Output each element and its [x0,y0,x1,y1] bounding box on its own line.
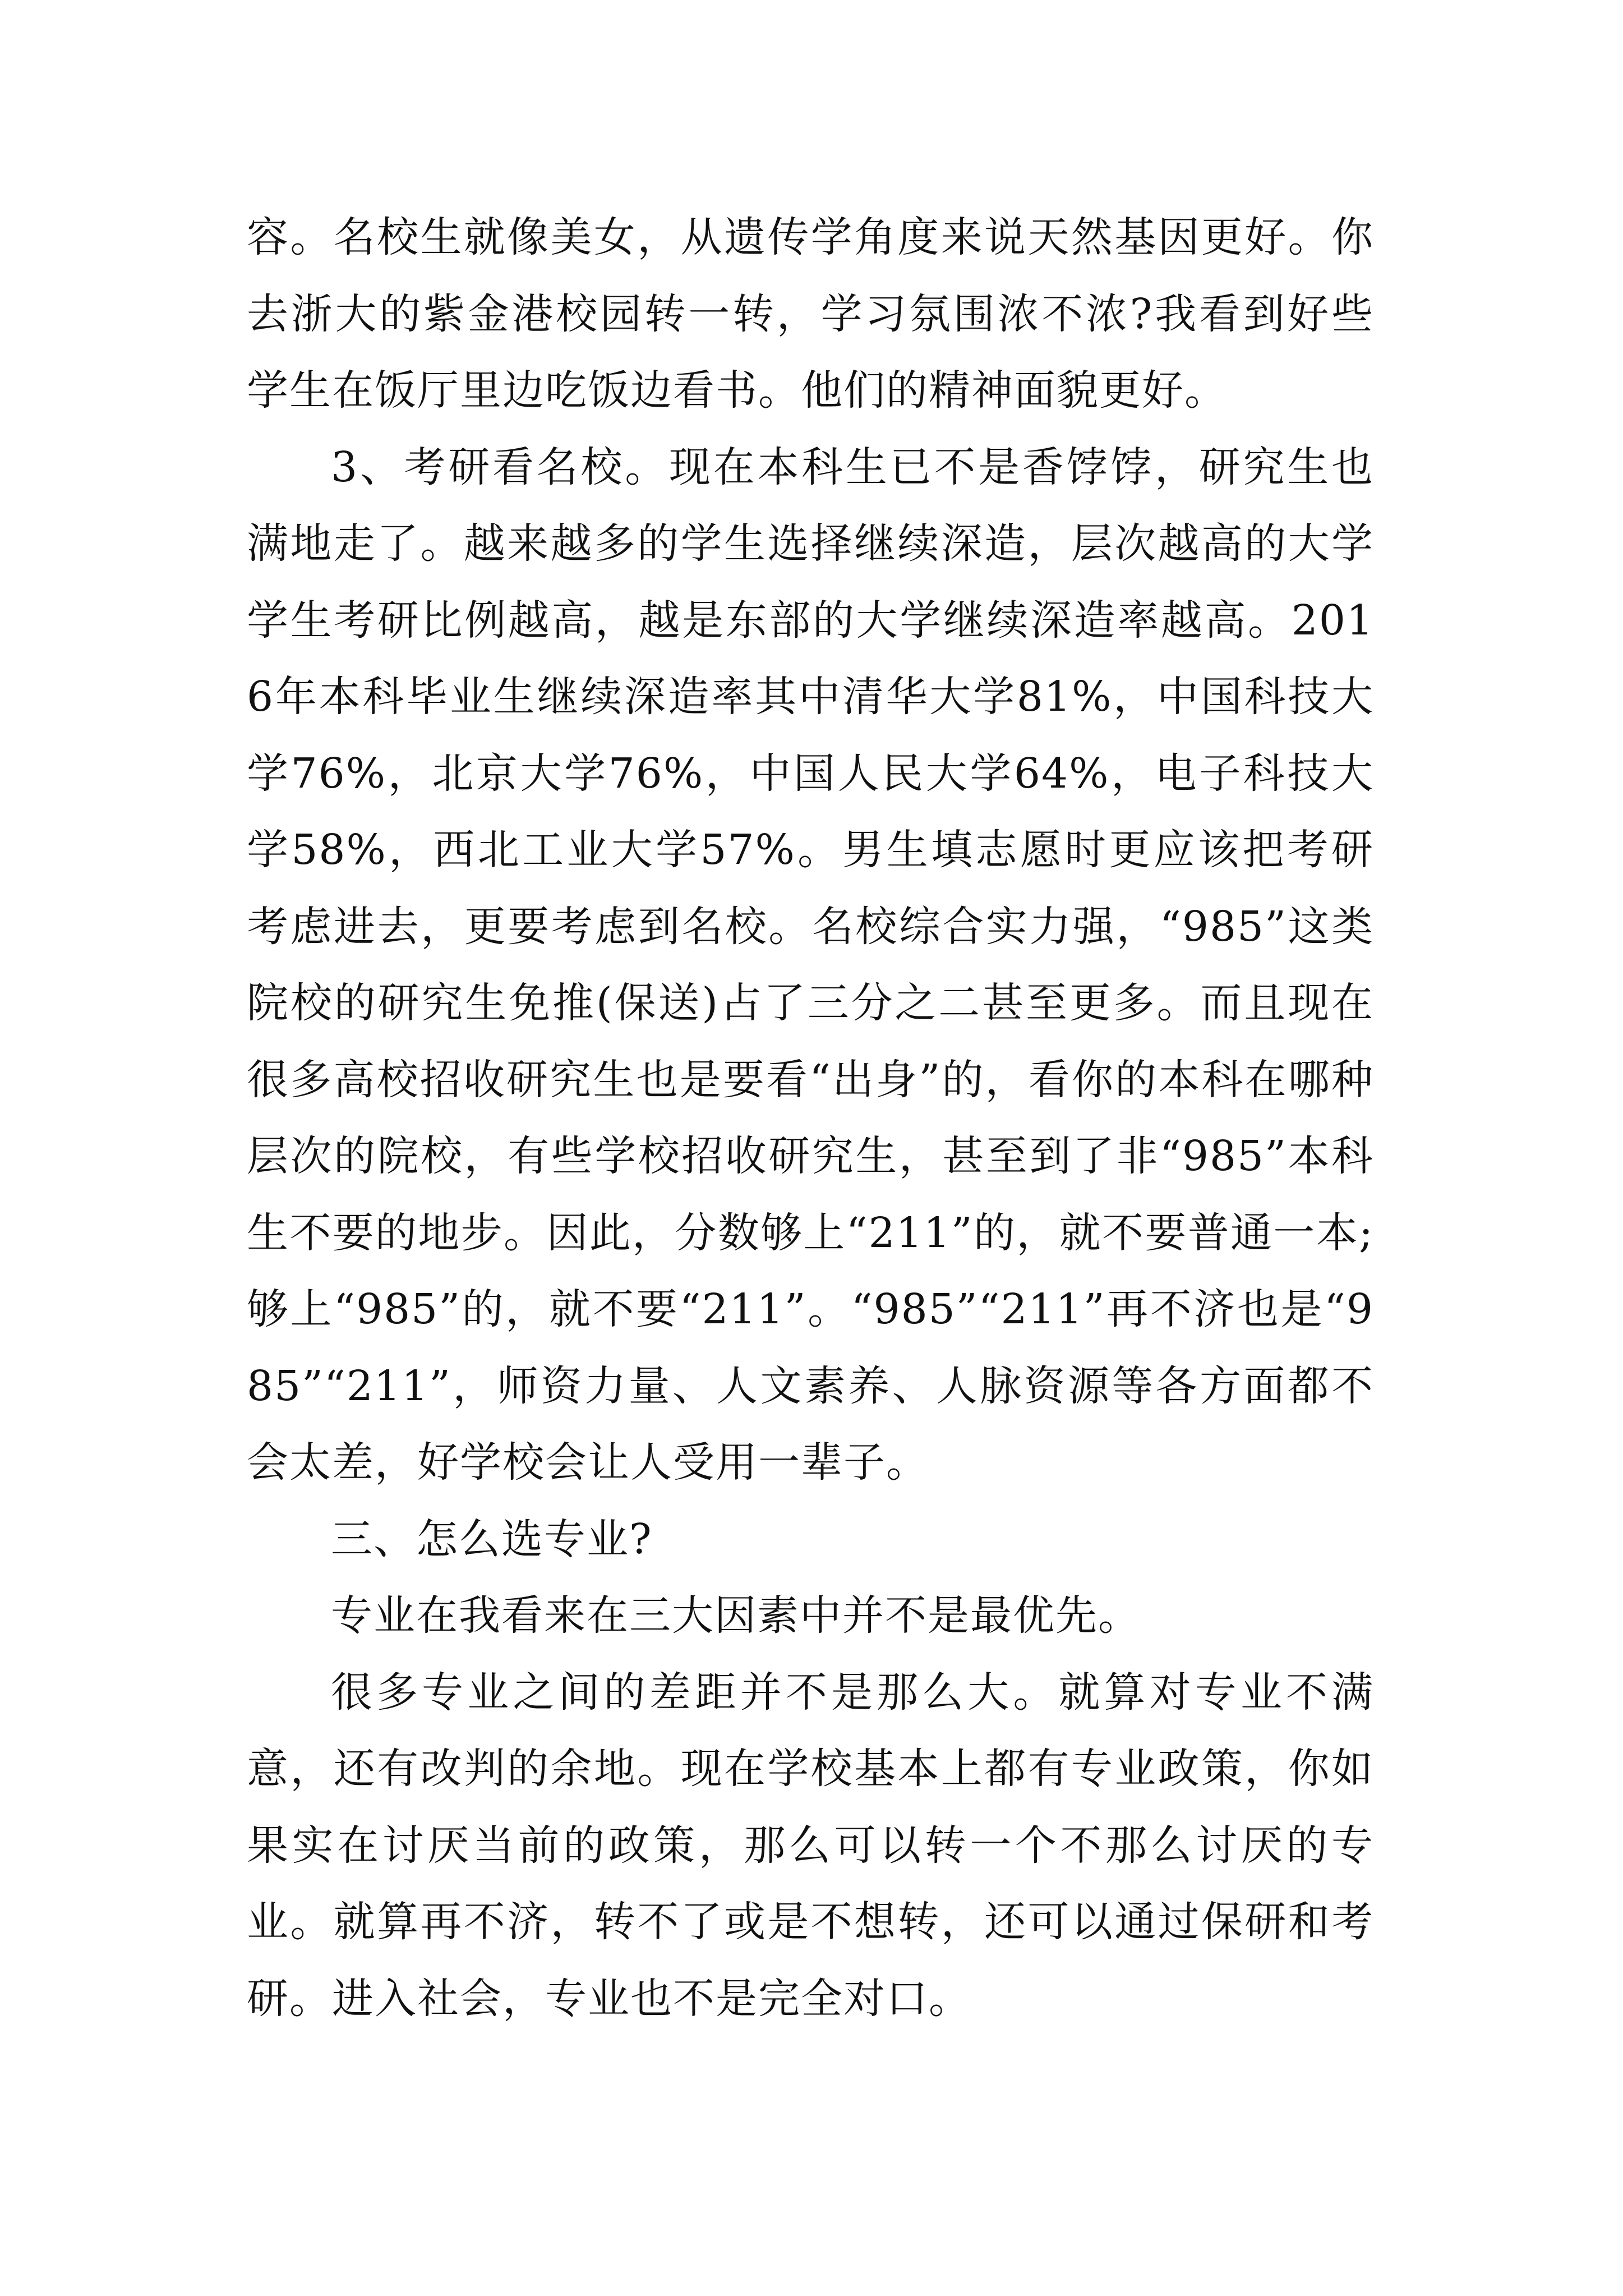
paragraph-major-differences: 很多专业之间的差距并不是那么大。就算对专业不满意，还有改判的余地。现在学校基本上都有专业政策，你如果实在讨厌当前的政策，那么可以转一个不那么讨厌的专业。就算再不济，转不了或是不想转，还可以通过保研和考研。进入社会，专业也不是完全对口。 [247,1668,1374,2023]
paragraph-major-priority: 专业在我看来在三大因素中并不是最优先。 [331,1591,1141,1640]
document-body [247,199,1374,2037]
paragraph-graduate-study: 3、考研看名校。现在本科生已不是香饽饽，研究生也满地走了。越来越多的学生选择继续深造，层次越高的大学学生考研比例越高，越是东部的大学继续深造率越高。2016年本科毕业生继续深造率其中清华大学81%，中国科技大学76%，北京大学76%，中国人民大学64%，电子科技大学58%，西北工业大学57%。男生填志愿时更应该把考研考虑进去，更要考虑到名校。名校综合实力强，“985”这类院校的研究生免推(保送)占了三分之二甚至更多。而且现在很多高校招收研究生也是要看“出身”的，看你的本科在哪种层次的院校，有些学校招收研究生，甚至到了非“985”本科生不要的地步。因此，分数够上“211”的，就不要普通一本;够上“985”的，就不要“211”。“985”“211”再不济也是“985”“211”，师资力量、人文素养、人脉资源等各方面都不会太差，好学校会让人受用一辈子。 [247,443,1374,1487]
section-heading-major-choice: 三、怎么选专业? [331,1515,653,1563]
paragraph-continuation: 容。名校生就像美女，从遗传学角度来说天然基因更好。你去浙大的紫金港校园转一转，学习氛围浓不浓?我看到好些学生在饭厅里边吃饭边看书。他们的精神面貌更好。 [247,213,1374,415]
